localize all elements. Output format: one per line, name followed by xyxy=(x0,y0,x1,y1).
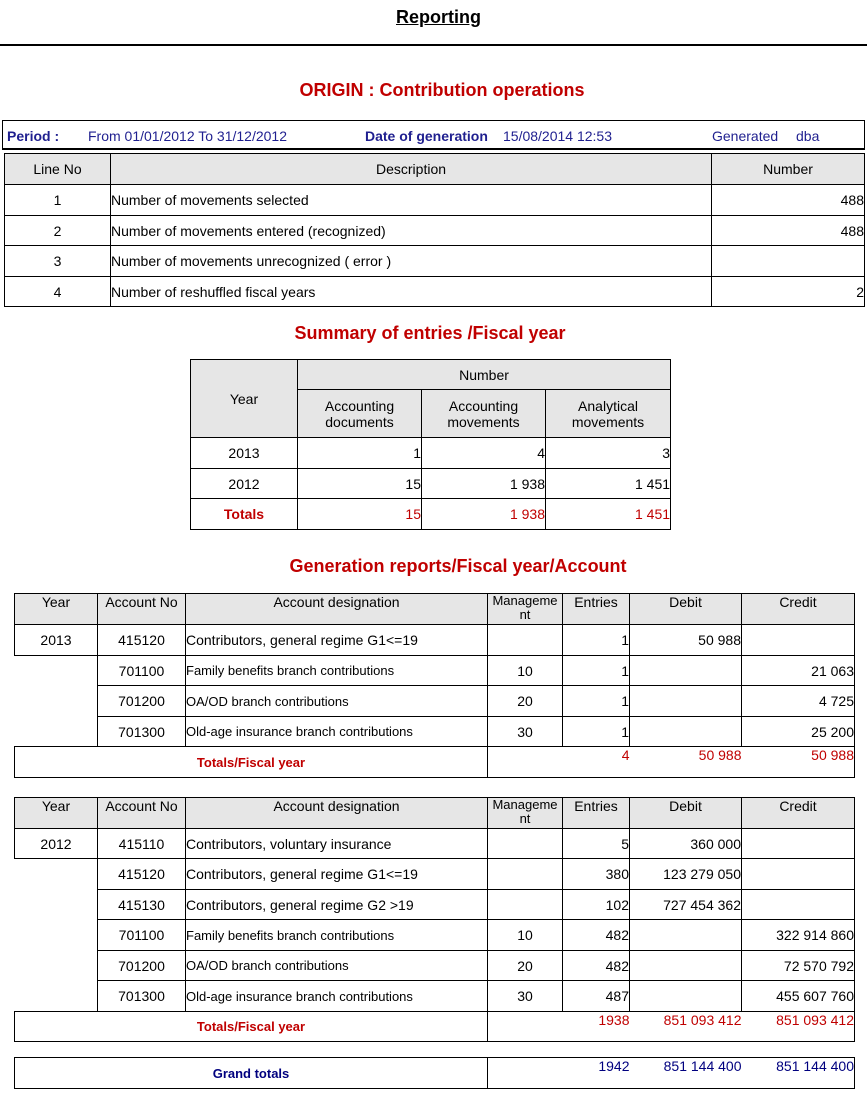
line-no: 1 xyxy=(5,185,111,216)
gen-totals-row xyxy=(15,1012,855,1042)
gen-designation: Contributors, general regime G1<=19 xyxy=(186,859,488,890)
gen-totals-label: Totals/Fiscal year xyxy=(15,1012,488,1042)
gen-debit xyxy=(630,920,742,951)
gen-credit: 72 570 792 xyxy=(742,951,855,981)
gen-designation: Old-age insurance branch contributions xyxy=(186,717,488,747)
period-info-bar xyxy=(2,120,865,150)
gen-debit xyxy=(630,686,742,717)
gen-header-entries: Entries xyxy=(563,594,630,625)
grand-totals-label: Grand totals xyxy=(15,1058,488,1089)
summary-totals-row xyxy=(191,499,671,530)
line-number: 488 xyxy=(712,185,865,216)
grand-totals-row xyxy=(15,1058,855,1089)
col-header-line-no: Line No xyxy=(5,154,111,185)
grand-totals-table xyxy=(14,1057,855,1089)
line-no: 4 xyxy=(5,277,111,307)
gen-header-account: Account No xyxy=(98,594,186,625)
gen-account: 701300 xyxy=(98,981,186,1012)
table-row xyxy=(191,438,671,469)
gen-header-management: Manageme nt xyxy=(488,594,563,625)
gen-credit: 322 914 860 xyxy=(742,920,855,951)
title-divider xyxy=(0,44,867,46)
summary-totals-movs: 1 938 xyxy=(422,499,546,530)
gen-credit xyxy=(742,625,855,656)
gen-header-credit: Credit xyxy=(742,798,855,829)
col-header-number: Number xyxy=(712,154,865,185)
gen-debit: 360 000 xyxy=(630,829,742,859)
line-number: 488 xyxy=(712,216,865,246)
generation-label: Date of generation xyxy=(365,128,488,144)
summary-year: 2013 xyxy=(191,438,298,469)
gen-entries: 1 xyxy=(563,717,630,747)
gen-totals-debit: 851 093 412 xyxy=(630,1012,742,1042)
table-row xyxy=(15,890,855,920)
gen-year-empty xyxy=(15,656,98,686)
gen-entries: 1 xyxy=(563,625,630,656)
origin-title: ORIGIN : Contribution operations xyxy=(299,80,585,100)
grand-totals-mgmt-empty xyxy=(488,1058,563,1089)
table-row xyxy=(5,185,865,216)
gen-totals-credit: 851 093 412 xyxy=(742,1012,855,1042)
gen-header-entries: Entries xyxy=(563,798,630,829)
summary-movs: 1 938 xyxy=(422,469,546,499)
table-row xyxy=(15,625,855,656)
report-title: Reporting xyxy=(396,7,481,27)
gen-mgmt xyxy=(488,829,563,859)
generation-title: Generation reports/Fiscal year/Account xyxy=(289,556,627,576)
summary-movs: 4 xyxy=(422,438,546,469)
summary-subheader-docs: Accounting documents xyxy=(298,390,422,438)
gen-totals-credit: 50 988 xyxy=(742,747,855,778)
grand-totals-debit: 851 144 400 xyxy=(630,1058,742,1089)
line-no: 3 xyxy=(5,246,111,277)
gen-year-empty xyxy=(15,859,98,890)
gen-debit xyxy=(630,656,742,686)
gen-entries: 102 xyxy=(563,890,630,920)
gen-mgmt xyxy=(488,859,563,890)
summary-subheader-movs: Accounting movements xyxy=(422,390,546,438)
gen-account: 701200 xyxy=(98,951,186,981)
line-desc: Number of reshuffled fiscal years xyxy=(111,277,712,307)
table-row xyxy=(15,686,855,717)
gen-mgmt: 30 xyxy=(488,981,563,1012)
line-number xyxy=(712,246,865,277)
gen-credit xyxy=(742,829,855,859)
line-desc: Number of movements selected xyxy=(111,185,712,216)
summary-totals-anal: 1 451 xyxy=(546,499,671,530)
summary-docs: 1 xyxy=(298,438,422,469)
grand-totals-credit: 851 144 400 xyxy=(742,1058,855,1089)
gen-header-designation: Account designation xyxy=(186,594,488,625)
gen-designation: Contributors, general regime G1<=19 xyxy=(186,625,488,656)
movements-table xyxy=(4,153,865,307)
gen-entries: 1 xyxy=(563,686,630,717)
gen-totals-row xyxy=(15,747,855,778)
summary-table xyxy=(190,359,671,530)
grand-totals-entries: 1942 xyxy=(563,1058,630,1089)
gen-year-empty xyxy=(15,981,98,1012)
gen-totals-entries: 4 xyxy=(563,747,630,778)
table-row xyxy=(5,246,865,277)
gen-debit: 50 988 xyxy=(630,625,742,656)
table-row xyxy=(15,981,855,1012)
gen-year-empty xyxy=(15,951,98,981)
gen-year-empty xyxy=(15,686,98,717)
gen-account: 701200 xyxy=(98,686,186,717)
table-row xyxy=(15,656,855,686)
gen-debit xyxy=(630,951,742,981)
gen-mgmt: 30 xyxy=(488,717,563,747)
summary-year-header: Year xyxy=(191,360,298,438)
summary-anal: 3 xyxy=(546,438,671,469)
gen-year: 2012 xyxy=(15,829,98,859)
line-desc: Number of movements entered (recognized) xyxy=(111,216,712,246)
table-row xyxy=(5,216,865,246)
gen-account: 701100 xyxy=(98,656,186,686)
generated-label: Generated xyxy=(712,128,779,144)
line-desc: Number of movements unrecognized ( error ) xyxy=(111,246,712,277)
gen-account: 701300 xyxy=(98,717,186,747)
gen-account: 701100 xyxy=(98,920,186,951)
gen-entries: 5 xyxy=(563,829,630,859)
gen-designation: Contributors, voluntary insurance xyxy=(186,829,488,859)
gen-credit: 4 725 xyxy=(742,686,855,717)
summary-year: 2012 xyxy=(191,469,298,499)
gen-entries: 482 xyxy=(563,951,630,981)
summary-docs: 15 xyxy=(298,469,422,499)
period-value: From 01/01/2012 To 31/12/2012 xyxy=(88,128,288,144)
summary-number-header: Number xyxy=(298,360,671,390)
generation-value: 15/08/2014 12:53 xyxy=(503,128,612,144)
generated-value: dba xyxy=(796,128,820,144)
summary-totals-label: Totals xyxy=(191,499,298,530)
gen-debit xyxy=(630,981,742,1012)
gen-mgmt: 10 xyxy=(488,656,563,686)
gen-debit xyxy=(630,717,742,747)
line-no: 2 xyxy=(5,216,111,246)
gen-year: 2013 xyxy=(15,625,98,656)
gen-header-year: Year xyxy=(15,594,98,625)
col-header-description: Description xyxy=(111,154,712,185)
gen-debit: 727 454 362 xyxy=(630,890,742,920)
gen-mgmt: 10 xyxy=(488,920,563,951)
line-number: 2 xyxy=(712,277,865,307)
gen-account: 415120 xyxy=(98,625,186,656)
gen-header-year: Year xyxy=(15,798,98,829)
gen-account: 415130 xyxy=(98,890,186,920)
gen-credit: 21 063 xyxy=(742,656,855,686)
table-row xyxy=(15,859,855,890)
gen-totals-mgmt-empty xyxy=(488,1012,563,1042)
gen-header-debit: Debit xyxy=(630,594,742,625)
gen-credit: 455 607 760 xyxy=(742,981,855,1012)
gen-header-credit: Credit xyxy=(742,594,855,625)
gen-mgmt xyxy=(488,890,563,920)
gen-entries: 380 xyxy=(563,859,630,890)
gen-designation: OA/OD branch contributions xyxy=(186,951,488,981)
gen-credit xyxy=(742,859,855,890)
gen-mgmt xyxy=(488,625,563,656)
gen-totals-debit: 50 988 xyxy=(630,747,742,778)
table-row xyxy=(15,951,855,981)
gen-header-management: Manageme nt xyxy=(488,798,563,829)
gen-designation: Family benefits branch contributions xyxy=(186,656,488,686)
gen-header-debit: Debit xyxy=(630,798,742,829)
summary-totals-docs: 15 xyxy=(298,499,422,530)
gen-designation: OA/OD branch contributions xyxy=(186,686,488,717)
gen-debit: 123 279 050 xyxy=(630,859,742,890)
gen-account: 415120 xyxy=(98,859,186,890)
generation-table-2013 xyxy=(14,593,855,778)
gen-designation: Contributors, general regime G2 >19 xyxy=(186,890,488,920)
gen-mgmt: 20 xyxy=(488,951,563,981)
generation-table-2012 xyxy=(14,797,855,1042)
gen-year-empty xyxy=(15,920,98,951)
table-row xyxy=(191,469,671,499)
gen-mgmt: 20 xyxy=(488,686,563,717)
gen-totals-label: Totals/Fiscal year xyxy=(15,747,488,778)
summary-subheader-anal: Analytical movements xyxy=(546,390,671,438)
gen-entries: 482 xyxy=(563,920,630,951)
summary-anal: 1 451 xyxy=(546,469,671,499)
gen-header-designation: Account designation xyxy=(186,798,488,829)
gen-totals-entries: 1938 xyxy=(563,1012,630,1042)
summary-title: Summary of entries /Fiscal year xyxy=(294,323,566,343)
table-row xyxy=(15,920,855,951)
period-label: Period : xyxy=(7,128,60,144)
gen-designation: Old-age insurance branch contributions xyxy=(186,981,488,1012)
gen-totals-mgmt-empty xyxy=(488,747,563,778)
table-row xyxy=(5,277,865,307)
gen-year-empty xyxy=(15,717,98,747)
table-row xyxy=(15,717,855,747)
gen-credit xyxy=(742,890,855,920)
gen-designation: Family benefits branch contributions xyxy=(186,920,488,951)
table-row xyxy=(15,829,855,859)
gen-header-account: Account No xyxy=(98,798,186,829)
gen-entries: 487 xyxy=(563,981,630,1012)
gen-entries: 1 xyxy=(563,656,630,686)
gen-year-empty xyxy=(15,890,98,920)
gen-account: 415110 xyxy=(98,829,186,859)
gen-credit: 25 200 xyxy=(742,717,855,747)
